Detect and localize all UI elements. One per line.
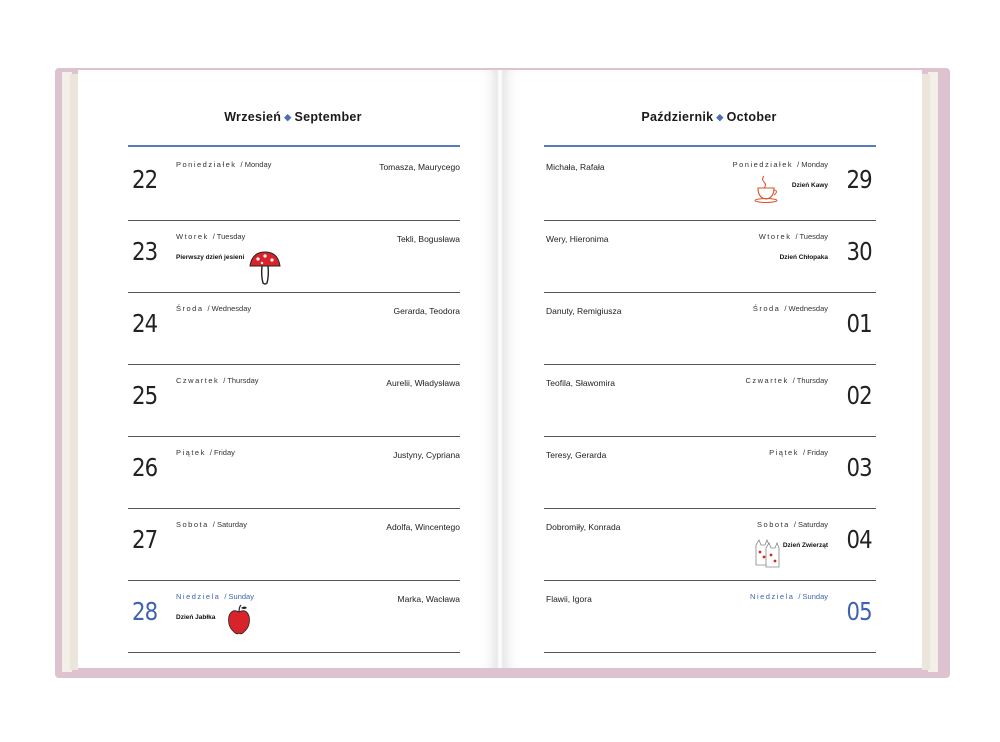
- day-name-pl: Czwartek: [745, 376, 789, 385]
- day-name: [176, 232, 245, 241]
- day-name: [176, 376, 259, 385]
- day-row: [128, 293, 460, 365]
- header-rule-left: [128, 145, 460, 147]
- coffee-cup-icon: [753, 174, 781, 204]
- name-days: Justyny, Cypriana: [393, 450, 460, 460]
- month-en: October: [726, 110, 777, 124]
- day-name-en: / Friday: [802, 448, 828, 457]
- month-header-left: [128, 110, 458, 124]
- day-name-en: / Wednesday: [784, 304, 828, 313]
- name-days: Flawii, Igora: [546, 594, 592, 604]
- day-number: 01: [846, 309, 872, 338]
- day-name: [176, 592, 254, 601]
- name-days: Marka, Wacława: [397, 594, 460, 604]
- day-number: 28: [132, 597, 158, 626]
- row-divider: [544, 652, 876, 653]
- holiday-label: Pierwszy dzień jesieni: [176, 254, 245, 261]
- day-name-pl: Sobota: [176, 520, 209, 529]
- month-en: September: [294, 110, 362, 124]
- day-number: 24: [132, 309, 158, 338]
- day-name-en: / Wednesday: [207, 304, 252, 313]
- day-name: [750, 592, 828, 601]
- day-name-en: / Sunday: [798, 592, 828, 601]
- name-days: Gerarda, Teodora: [393, 306, 460, 316]
- day-row: [544, 509, 876, 581]
- day-row: [128, 221, 460, 293]
- day-name: [769, 448, 828, 457]
- day-number: 30: [846, 237, 872, 266]
- day-name-en: / Friday: [209, 448, 235, 457]
- day-row: [128, 437, 460, 509]
- day-number: 25: [132, 381, 158, 410]
- day-name-en: / Monday: [240, 160, 272, 169]
- day-number: 22: [132, 165, 158, 194]
- day-name-pl: Czwartek: [176, 376, 220, 385]
- day-row: [128, 509, 460, 581]
- day-name-en: / Monday: [797, 160, 828, 169]
- day-name: [753, 304, 828, 313]
- diamond-icon: ◆: [716, 112, 724, 122]
- day-name-pl: Piątek: [176, 448, 206, 457]
- cats-icon: [753, 535, 781, 569]
- diamond-icon: ◆: [284, 112, 292, 122]
- day-name: [733, 160, 828, 169]
- day-name-en: / Tuesday: [212, 232, 246, 241]
- month-pl: Październik: [641, 110, 714, 124]
- day-row: [128, 149, 460, 221]
- day-name-en: / Thursday: [792, 376, 828, 385]
- holiday-label: Dzień Chłopaka: [779, 254, 828, 261]
- day-name: [745, 376, 828, 385]
- name-days: Aurelii, Władysława: [386, 378, 460, 388]
- day-name: [757, 520, 828, 529]
- day-row: [544, 221, 876, 293]
- day-name-pl: Poniedziałek: [176, 160, 237, 169]
- day-row: [128, 581, 460, 653]
- day-number: 29: [846, 165, 872, 194]
- day-row: [128, 365, 460, 437]
- apple-icon: [226, 604, 252, 636]
- row-divider: [128, 652, 460, 653]
- day-name-en: / Saturday: [793, 520, 828, 529]
- day-row: [544, 581, 876, 653]
- name-days: Teresy, Gerarda: [546, 450, 607, 460]
- day-number: 27: [132, 525, 158, 554]
- holiday-label: Dzień Kawy: [791, 182, 828, 189]
- page-edge-right-inner: [922, 74, 930, 670]
- month-header-right: [544, 110, 874, 124]
- day-number: 23: [132, 237, 158, 266]
- mushroom-icon: [248, 250, 282, 286]
- name-days: Tomasza, Maurycego: [379, 162, 460, 172]
- name-days: Dobromiły, Konrada: [546, 522, 621, 532]
- holiday-label: Dzień Zwierząt: [782, 542, 828, 549]
- day-name-en: / Sunday: [224, 592, 254, 601]
- day-name-pl: Środa: [176, 304, 204, 313]
- month-pl: Wrzesień: [224, 110, 282, 124]
- day-name-en: / Tuesday: [795, 232, 828, 241]
- day-row: [544, 293, 876, 365]
- name-days: Wery, Hieronima: [546, 234, 609, 244]
- day-name-pl: Niedziela: [176, 592, 221, 601]
- day-row: [544, 149, 876, 221]
- day-number: 04: [846, 525, 872, 554]
- day-name-pl: Niedziela: [750, 592, 795, 601]
- day-name-pl: Środa: [752, 304, 781, 313]
- day-row: [544, 365, 876, 437]
- name-days: Teofila, Sławomira: [546, 378, 615, 388]
- day-name-pl: Wtorek: [176, 232, 209, 241]
- day-name-pl: Poniedziałek: [732, 160, 794, 169]
- day-number: 02: [846, 381, 872, 410]
- day-name: [176, 448, 235, 457]
- day-number: 03: [846, 453, 872, 482]
- name-days: Danuty, Remigiusza: [546, 306, 622, 316]
- day-number: 26: [132, 453, 158, 482]
- day-name-pl: Sobota: [757, 520, 790, 529]
- holiday-label: Dzień Jabłka: [176, 614, 216, 621]
- page-edge-left-inner: [70, 74, 78, 670]
- day-name: [176, 304, 251, 313]
- name-days: Tekli, Bogusława: [396, 234, 460, 244]
- day-name-pl: Piątek: [769, 448, 799, 457]
- name-days: Adolfa, Wincentego: [386, 522, 460, 532]
- day-name-pl: Wtorek: [758, 232, 792, 241]
- day-name: [176, 520, 247, 529]
- day-name-en: / Thursday: [223, 376, 259, 385]
- day-name: [176, 160, 271, 169]
- day-name-en: / Saturday: [212, 520, 247, 529]
- day-number: 05: [846, 597, 872, 626]
- name-days: Michała, Rafała: [546, 162, 605, 172]
- day-name: [759, 232, 828, 241]
- book-gutter: [496, 70, 504, 668]
- day-row: [544, 437, 876, 509]
- header-rule-right: [544, 145, 876, 147]
